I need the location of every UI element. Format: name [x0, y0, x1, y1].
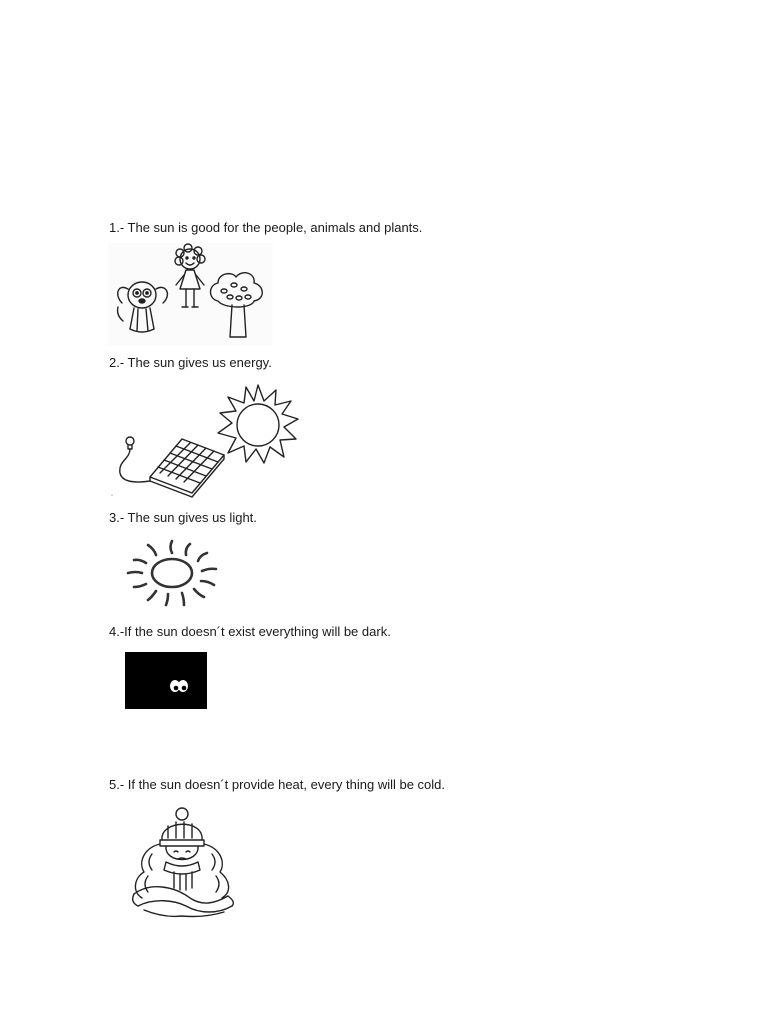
solar-panel-icon [150, 439, 224, 497]
sun-rays-icon [116, 538, 228, 608]
item-4-illustration [125, 652, 207, 709]
light-bulb-icon [120, 437, 150, 482]
item-5-text: 5.- If the sun doesn´t provide heat, every thing will be cold. [109, 777, 446, 792]
cold-girl-icon [124, 806, 244, 920]
item-3-text: 3.- The sun gives us light. [109, 510, 257, 525]
item-2-text: 2.- The sun gives us energy. [109, 355, 272, 370]
item-1-illustration [108, 243, 273, 345]
sun-icon [218, 385, 298, 463]
item-5-illustration [124, 806, 244, 920]
item-2-illustration [108, 383, 313, 499]
item-4-text: 4.-If the sun doesn´t exist everything will be dark. [109, 624, 391, 639]
item-3-illustration [116, 538, 228, 608]
item-1-text: 1.- The sun is good for the people, animals and plants. [109, 220, 423, 235]
dark-eyes-icon [125, 652, 207, 709]
